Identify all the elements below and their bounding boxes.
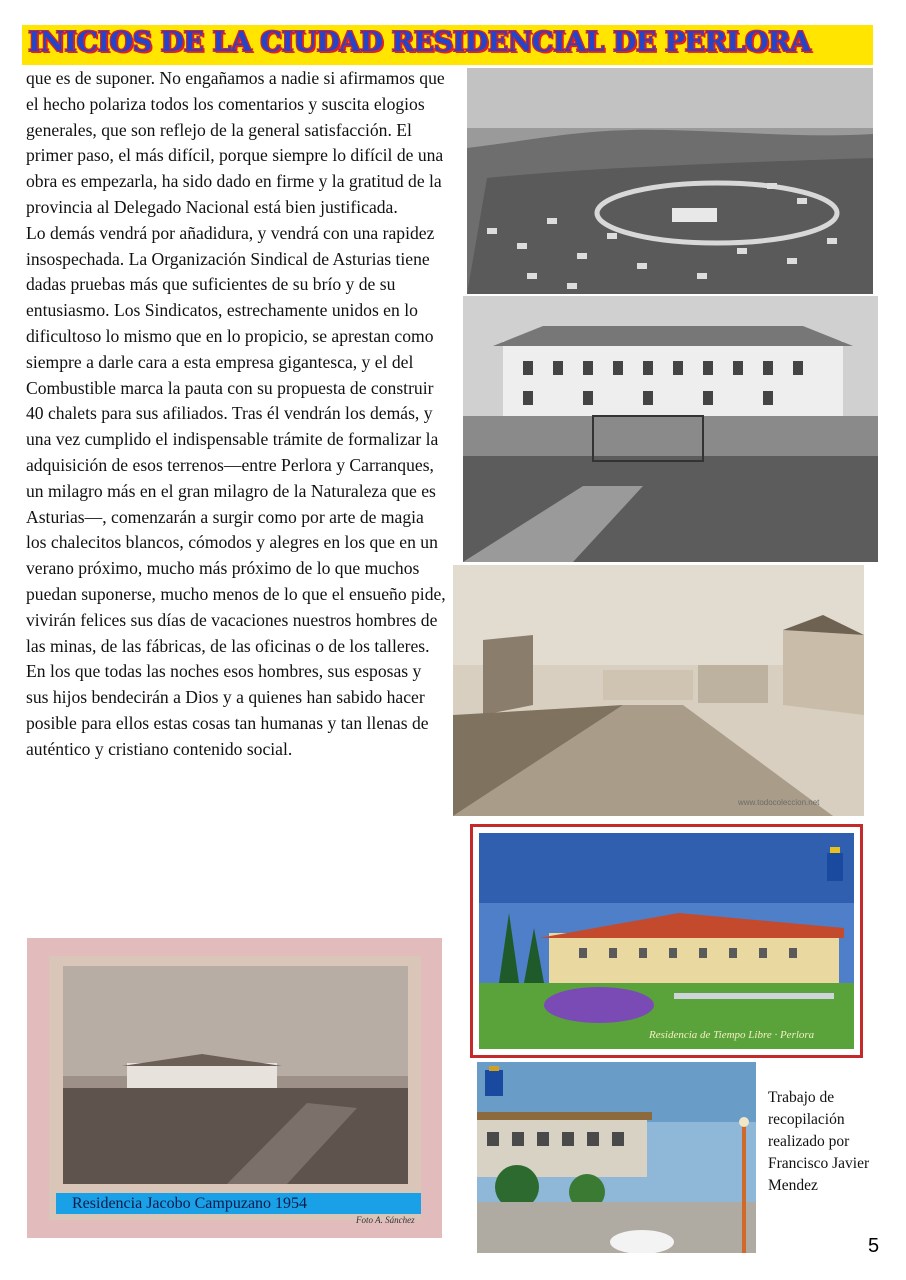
article-paragraph-1: que es de suponer. No engañamos a nadie si afirmamos que el hecho polariza todos los comentarios y suscita elogios generales, que son reflejo de la general satisfacción. El primer paso, el más difícil, porque siempre lo difícil de una obra es empezarla, ha sido dado en firme y la gratitud de la provincia al Delegado Nacional está bien justificada. <box>26 68 445 217</box>
title-banner <box>22 25 873 65</box>
residence-postcard <box>470 824 863 1058</box>
article-paragraph-2: Lo demás vendrá por añadidura, y vendrá con una rapidez insospechada. La Organización Sindical de Asturias tiene dadas pruebas más que suficientes de su brío y de su entusiasmo. Los Sindicatos, estrechamente unidos en lo dificultoso lo mismo que en lo propicio, se aprestan como siempre a darle cara a esta empresa gigantesca, y el del Combustible marca la pauta con su propuesta de construir 40 chalets para sus afiliados. Tras él vendrán los demás, y una vez cumplido el indispensable trámite de formalizar la adquisición de esos terrenos—entre Perlora y Carranques, un milagro más en el gran milagro de la Naturaleza que es Asturias—, comenzarán a surgir como por arte de magia los chalecitos blancos, cómodos y alegres en los que en un verano próximo, mucho más próximo de lo que muchos puedan suponerse, mucho menos de lo que el ensueño pide, vivirán felices sus días de vacaciones nuestros hombres de las minas, de las fábricas, de las oficinas o de los talleres. En los que todas las noches esos hombres, sus esposas y sus hijos bendecirán a Dios y a quienes han sabido hacer posible para ellos estas cosas tan humanas y tan llenas de auténtico y cristiano contenido social. <box>26 222 446 759</box>
photo-signature: Foto A. Sánchez <box>356 1215 415 1225</box>
page-title: INICIOS DE LA CIUDAD RESIDENCIAL DE PERLORA <box>28 27 811 58</box>
terrace-postcard <box>477 1062 756 1253</box>
postcard-caption: Residencia de Tiempo Libre · Perlora <box>649 1029 815 1041</box>
aerial-view-photo <box>467 68 873 294</box>
watermark-text: www.todocoleccion.net <box>738 798 820 807</box>
residence-building-photo <box>463 296 878 562</box>
page-number: 5 <box>868 1235 880 1257</box>
article-body <box>26 66 448 763</box>
chalets-street-photo <box>453 565 864 816</box>
old-photo-caption: Residencia Jacobo Campuzano 1954 <box>72 1195 308 1212</box>
old-photo-caption-bar <box>56 1193 421 1214</box>
compilation-credit: Trabajo de recopilación realizado por Francisco Javier Mendez <box>768 1089 870 1194</box>
